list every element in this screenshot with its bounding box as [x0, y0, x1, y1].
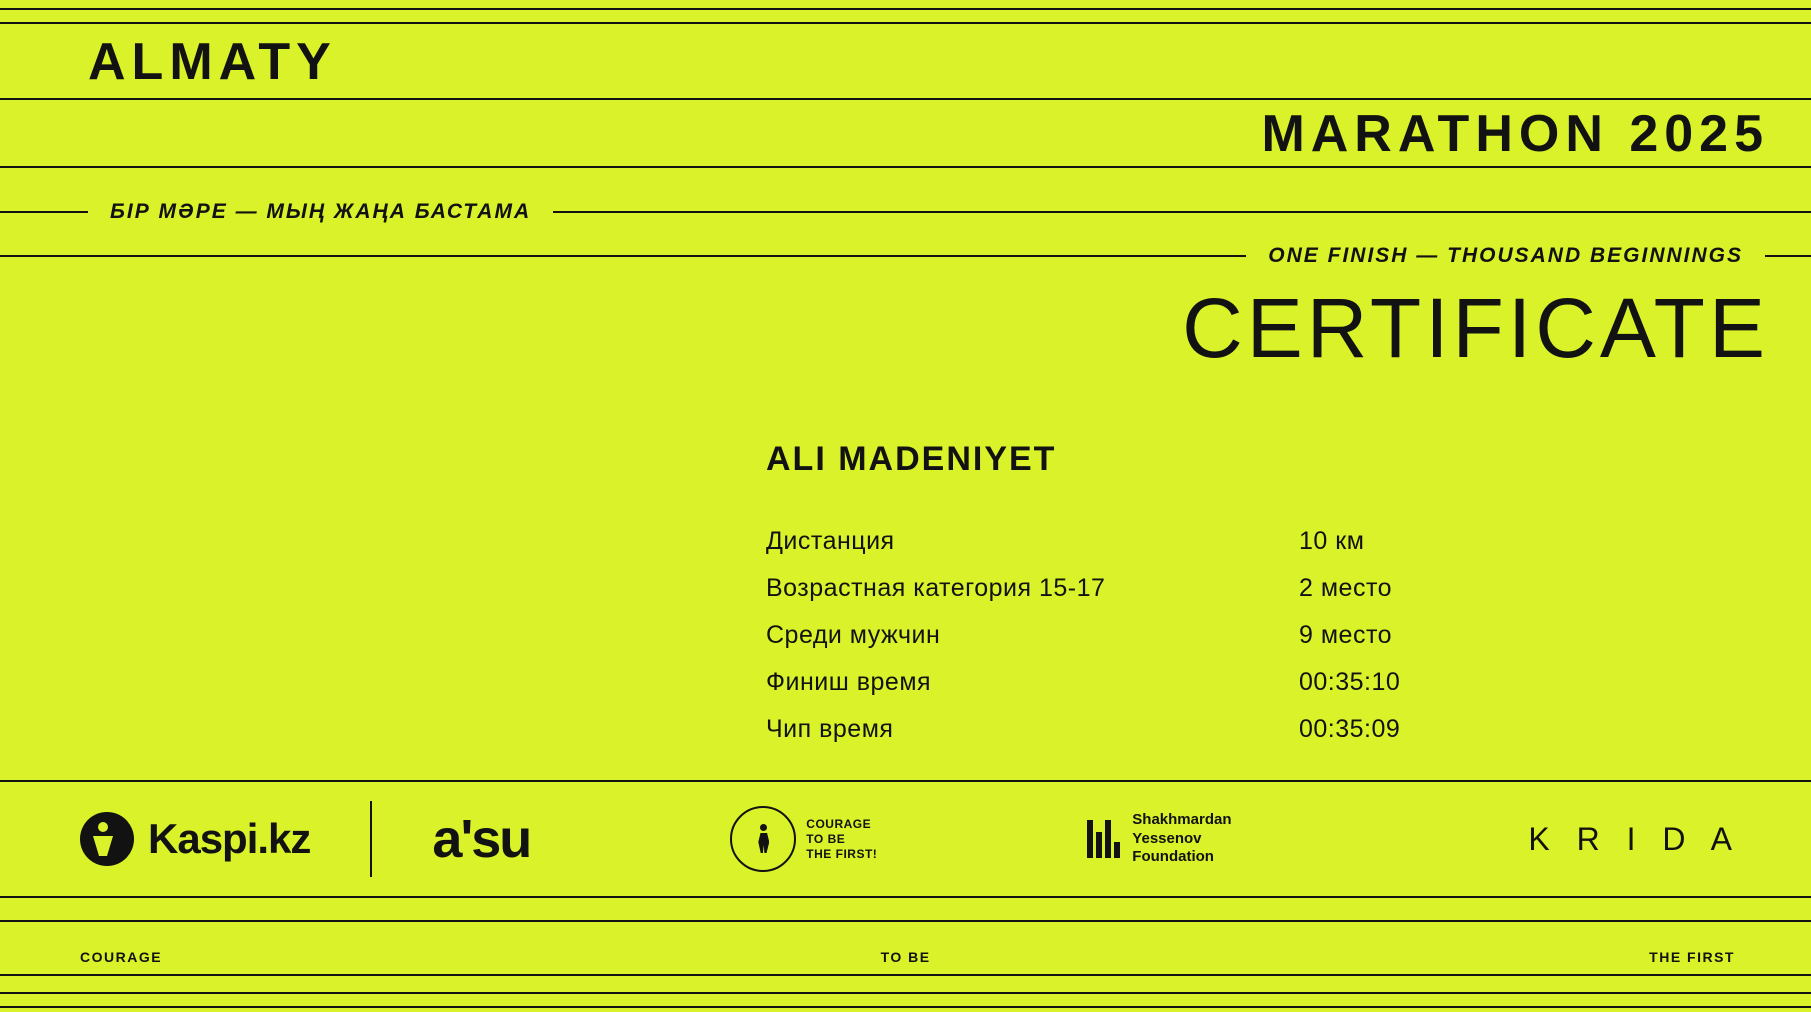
sponsor-kaspi-label: Kaspi.kz — [148, 815, 311, 862]
result-label: Чип время — [766, 715, 894, 743]
runner-figure-icon — [755, 824, 771, 854]
sponsor-band — [0, 782, 1811, 896]
courage-fund-logo-icon — [730, 806, 796, 872]
slogan-kz-row — [0, 196, 1811, 228]
foundation-line-3: Foundation — [1132, 848, 1214, 866]
courage-line-2: TO BE — [806, 831, 846, 846]
slogan-kz-lead-rule — [0, 211, 88, 213]
result-label: Дистанция — [766, 527, 895, 555]
result-value: 10 км — [1299, 527, 1365, 555]
table-row — [766, 621, 1466, 668]
we-bar-4 — [1114, 842, 1120, 858]
result-value: 00:35:10 — [1299, 668, 1401, 696]
sponsor-krida: K R I D A — [1528, 820, 1741, 857]
courage-line-3: THE FIRST! — [806, 846, 878, 861]
table-row — [766, 715, 1466, 762]
result-value: 00:35:09 — [1299, 715, 1401, 743]
foundation-line-1: Shakhmardan — [1132, 810, 1232, 828]
slogan-en: ONE FINISH — THOUSAND BEGINNINGS — [1268, 244, 1743, 267]
slogan-kz-trail-rule — [553, 211, 1811, 213]
rule-top-2 — [0, 22, 1811, 24]
courage-fund-label — [806, 817, 877, 862]
rule-header-1 — [0, 98, 1811, 100]
footer-center: TO BE — [880, 949, 931, 965]
result-label: Финиш время — [766, 668, 932, 696]
result-value: 2 место — [1299, 574, 1393, 602]
result-value: 9 место — [1299, 621, 1393, 649]
we-bar-2 — [1096, 832, 1102, 858]
brand-city: ALMATY — [88, 33, 337, 91]
rule-footer-3 — [0, 992, 1811, 994]
kaspi-logo-icon — [80, 812, 134, 866]
rule-footer-1 — [0, 920, 1811, 922]
rule-top-1 — [0, 8, 1811, 10]
footer-right: THE FIRST — [1649, 949, 1735, 965]
we-bar-3 — [1105, 820, 1111, 858]
table-row — [766, 668, 1466, 715]
foundation-line-2: Yessenov — [1132, 829, 1202, 847]
slogan-en-trail-rule — [1765, 255, 1811, 257]
table-row — [766, 574, 1466, 621]
we-bar-1 — [1087, 820, 1093, 858]
sponsor-kaspi — [80, 782, 310, 896]
page-title: CERTIFICATE — [1182, 281, 1769, 375]
slogan-en-lead-rule — [0, 255, 1246, 257]
rule-bottom — [0, 1006, 1811, 1008]
athlete-name: ALI MADENIYET — [766, 440, 1057, 478]
footer-left: COURAGE — [80, 949, 163, 965]
yessenov-logo-icon — [1087, 820, 1120, 858]
rule-sponsor-bottom — [0, 896, 1811, 898]
slogan-en-row — [0, 240, 1811, 272]
sponsor-asu: a'su — [432, 809, 531, 869]
slogan-kz: БІР МӘРЕ — МЫҢ ЖАҢА БАСТАМА — [110, 200, 532, 223]
result-label: Возрастная категория 15-17 — [766, 574, 1106, 602]
foundation-label — [1132, 811, 1231, 867]
sponsor-courage-fund — [730, 782, 877, 896]
courage-line-1: COURAGE — [806, 816, 872, 831]
table-row — [766, 527, 1466, 574]
result-label: Среди мужчин — [766, 621, 941, 649]
rule-footer-2 — [0, 974, 1811, 976]
results-table — [766, 527, 1466, 762]
sponsor-divider — [370, 801, 372, 877]
rule-header-2 — [0, 166, 1811, 168]
brand-event: MARATHON 2025 — [1261, 105, 1769, 163]
sponsor-yessenov-foundation — [1087, 782, 1231, 896]
footer-row — [0, 940, 1811, 974]
